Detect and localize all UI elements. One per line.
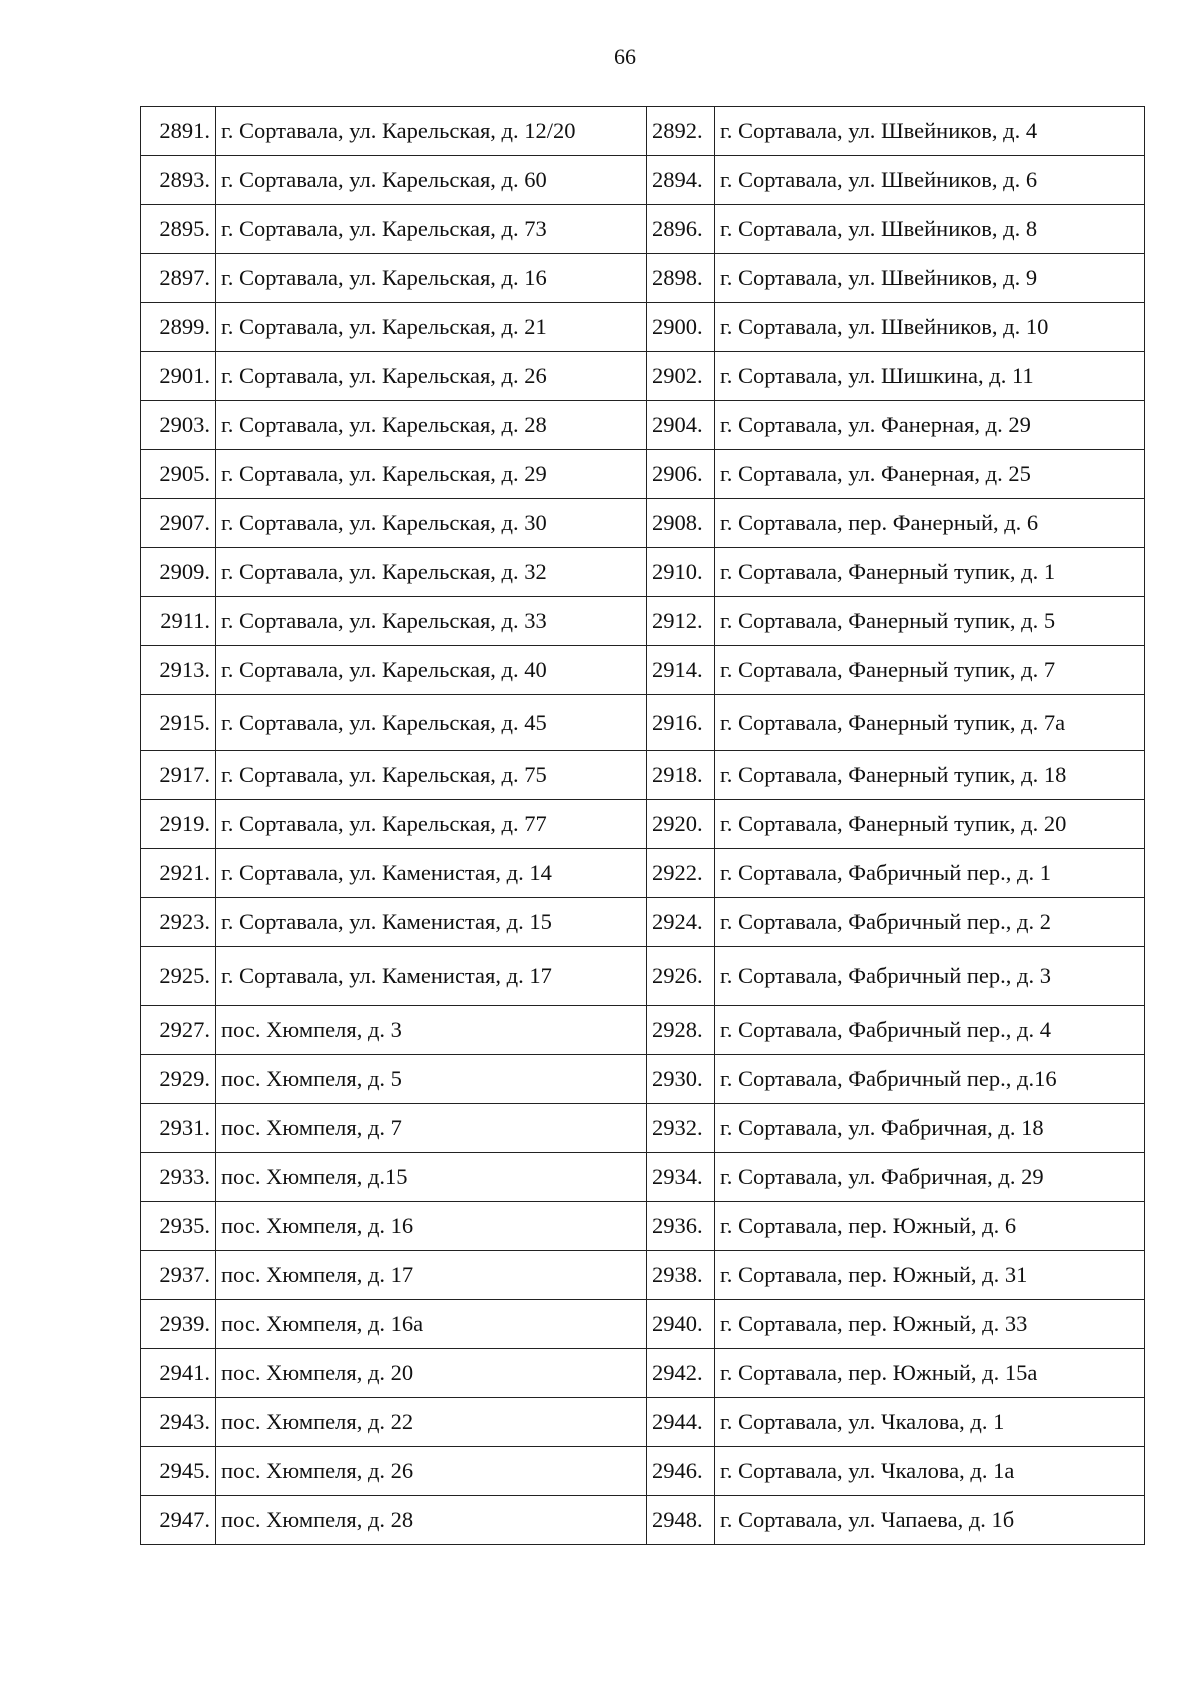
address-cell: пос. Хюмпеля, д. 7 [216, 1104, 647, 1153]
entry-number-cell: 2926. [647, 947, 715, 1006]
entry-number-cell: 2935. [141, 1202, 216, 1251]
address-cell: г. Сортавала, ул. Карельская, д. 45 [216, 695, 647, 751]
address-cell: г. Сортавала, ул. Фабричная, д. 18 [715, 1104, 1145, 1153]
entry-number-cell: 2924. [647, 898, 715, 947]
table-row [141, 303, 1145, 352]
address-cell: г. Сортавала, ул. Фанерная, д. 25 [715, 450, 1145, 499]
address-cell: пос. Хюмпеля, д. 17 [216, 1251, 647, 1300]
entry-number-cell: 2913. [141, 646, 216, 695]
table-row [141, 695, 1145, 751]
entry-number-cell: 2934. [647, 1153, 715, 1202]
address-cell: г. Сортавала, ул. Карельская, д. 16 [216, 254, 647, 303]
table-row [141, 205, 1145, 254]
entry-number-cell: 2928. [647, 1006, 715, 1055]
entry-number-cell: 2906. [647, 450, 715, 499]
table-row [141, 1398, 1145, 1447]
entry-number-cell: 2931. [141, 1104, 216, 1153]
address-cell: г. Сортавала, ул. Чкалова, д. 1а [715, 1447, 1145, 1496]
entry-number-cell: 2899. [141, 303, 216, 352]
table-row [141, 401, 1145, 450]
address-cell: г. Сортавала, Фабричный пер., д. 3 [715, 947, 1145, 1006]
entry-number-cell: 2929. [141, 1055, 216, 1104]
entry-number-cell: 2897. [141, 254, 216, 303]
table-row [141, 548, 1145, 597]
entry-number-cell: 2938. [647, 1251, 715, 1300]
entry-number-cell: 2919. [141, 800, 216, 849]
entry-number-cell: 2895. [141, 205, 216, 254]
address-cell: г. Сортавала, ул. Карельская, д. 30 [216, 499, 647, 548]
table-row [141, 800, 1145, 849]
address-cell: г. Сортавала, пер. Южный, д. 6 [715, 1202, 1145, 1251]
address-cell: г. Сортавала, Фанерный тупик, д. 18 [715, 751, 1145, 800]
entry-number-cell: 2892. [647, 107, 715, 156]
table-row [141, 1496, 1145, 1545]
entry-number-cell: 2942. [647, 1349, 715, 1398]
table-row [141, 751, 1145, 800]
entry-number-cell: 2920. [647, 800, 715, 849]
entry-number-cell: 2904. [647, 401, 715, 450]
address-cell: г. Сортавала, Фанерный тупик, д. 1 [715, 548, 1145, 597]
address-cell: г. Сортавала, ул. Карельская, д. 32 [216, 548, 647, 597]
address-cell: г. Сортавала, ул. Карельская, д. 73 [216, 205, 647, 254]
address-cell: г. Сортавала, пер. Южный, д. 33 [715, 1300, 1145, 1349]
address-cell: г. Сортавала, ул. Каменистая, д. 15 [216, 898, 647, 947]
entry-number-cell: 2925. [141, 947, 216, 1006]
table-row [141, 898, 1145, 947]
address-cell: г. Сортавала, Фабричный пер., д. 2 [715, 898, 1145, 947]
entry-number-cell: 2940. [647, 1300, 715, 1349]
entry-number-cell: 2921. [141, 849, 216, 898]
entry-number-cell: 2893. [141, 156, 216, 205]
table-row [141, 1055, 1145, 1104]
entry-number-cell: 2917. [141, 751, 216, 800]
entry-number-cell: 2948. [647, 1496, 715, 1545]
entry-number-cell: 2901. [141, 352, 216, 401]
address-cell: г. Сортавала, ул. Швейников, д. 6 [715, 156, 1145, 205]
address-cell: пос. Хюмпеля, д. 3 [216, 1006, 647, 1055]
entry-number-cell: 2936. [647, 1202, 715, 1251]
entry-number-cell: 2898. [647, 254, 715, 303]
address-cell: г. Сортавала, ул. Карельская, д. 40 [216, 646, 647, 695]
page-number: 66 [614, 44, 636, 69]
address-cell: г. Сортавала, ул. Чапаева, д. 1б [715, 1496, 1145, 1545]
entry-number-cell: 2911. [141, 597, 216, 646]
table-row [141, 254, 1145, 303]
address-cell: г. Сортавала, ул. Швейников, д. 8 [715, 205, 1145, 254]
table-row [141, 1202, 1145, 1251]
entry-number-cell: 2900. [647, 303, 715, 352]
address-cell: г. Сортавала, ул. Карельская, д. 29 [216, 450, 647, 499]
entry-number-cell: 2918. [647, 751, 715, 800]
table-row [141, 1447, 1145, 1496]
entry-number-cell: 2902. [647, 352, 715, 401]
entry-number-cell: 2941. [141, 1349, 216, 1398]
entry-number-cell: 2946. [647, 1447, 715, 1496]
address-cell: г. Сортавала, ул. Каменистая, д. 14 [216, 849, 647, 898]
address-cell: г. Сортавала, ул. Карельская, д. 12/20 [216, 107, 647, 156]
entry-number-cell: 2944. [647, 1398, 715, 1447]
entry-number-cell: 2933. [141, 1153, 216, 1202]
entry-number-cell: 2905. [141, 450, 216, 499]
entry-number-cell: 2937. [141, 1251, 216, 1300]
table-row [141, 1104, 1145, 1153]
table-row [141, 450, 1145, 499]
address-cell: г. Сортавала, Фанерный тупик, д. 5 [715, 597, 1145, 646]
address-cell: г. Сортавала, ул. Фабричная, д. 29 [715, 1153, 1145, 1202]
address-cell: г. Сортавала, Фанерный тупик, д. 20 [715, 800, 1145, 849]
address-cell: г. Сортавала, ул. Швейников, д. 10 [715, 303, 1145, 352]
entry-number-cell: 2910. [647, 548, 715, 597]
address-cell: пос. Хюмпеля, д. 16а [216, 1300, 647, 1349]
table-row [141, 1153, 1145, 1202]
table-row [141, 1006, 1145, 1055]
table-row [141, 597, 1145, 646]
entry-number-cell: 2912. [647, 597, 715, 646]
table-row [141, 352, 1145, 401]
address-cell: г. Сортавала, ул. Карельская, д. 21 [216, 303, 647, 352]
address-cell: г. Сортавала, ул. Швейников, д. 9 [715, 254, 1145, 303]
entry-number-cell: 2947. [141, 1496, 216, 1545]
table-row [141, 1251, 1145, 1300]
address-cell: г. Сортавала, ул. Чкалова, д. 1 [715, 1398, 1145, 1447]
entry-number-cell: 2915. [141, 695, 216, 751]
entry-number-cell: 2891. [141, 107, 216, 156]
table-row [141, 1300, 1145, 1349]
entry-number-cell: 2903. [141, 401, 216, 450]
address-cell: пос. Хюмпеля, д. 20 [216, 1349, 647, 1398]
address-cell: г. Сортавала, Фабричный пер., д. 1 [715, 849, 1145, 898]
table-row [141, 107, 1145, 156]
entry-number-cell: 2930. [647, 1055, 715, 1104]
entry-number-cell: 2945. [141, 1447, 216, 1496]
address-cell: г. Сортавала, ул. Шишкина, д. 11 [715, 352, 1145, 401]
address-table-body [141, 107, 1145, 1545]
address-cell: пос. Хюмпеля, д.15 [216, 1153, 647, 1202]
address-cell: г. Сортавала, Фабричный пер., д. 4 [715, 1006, 1145, 1055]
table-row [141, 646, 1145, 695]
entry-number-cell: 2896. [647, 205, 715, 254]
address-cell: г. Сортавала, Фанерный тупик, д. 7 [715, 646, 1145, 695]
address-cell: пос. Хюмпеля, д. 26 [216, 1447, 647, 1496]
entry-number-cell: 2927. [141, 1006, 216, 1055]
table-row [141, 849, 1145, 898]
entry-number-cell: 2914. [647, 646, 715, 695]
entry-number-cell: 2907. [141, 499, 216, 548]
entry-number-cell: 2908. [647, 499, 715, 548]
address-cell: г. Сортавала, Фанерный тупик, д. 7а [715, 695, 1145, 751]
address-cell: г. Сортавала, ул. Карельская, д. 33 [216, 597, 647, 646]
entry-number-cell: 2922. [647, 849, 715, 898]
entry-number-cell: 2932. [647, 1104, 715, 1153]
address-cell: г. Сортавала, ул. Швейников, д. 4 [715, 107, 1145, 156]
entry-number-cell: 2943. [141, 1398, 216, 1447]
address-cell: пос. Хюмпеля, д. 16 [216, 1202, 647, 1251]
table-row [141, 947, 1145, 1006]
address-cell: пос. Хюмпеля, д. 28 [216, 1496, 647, 1545]
entry-number-cell: 2909. [141, 548, 216, 597]
address-cell: г. Сортавала, ул. Каменистая, д. 17 [216, 947, 647, 1006]
address-cell: г. Сортавала, ул. Карельская, д. 28 [216, 401, 647, 450]
table-row [141, 1349, 1145, 1398]
address-cell: г. Сортавала, ул. Карельская, д. 75 [216, 751, 647, 800]
entry-number-cell: 2939. [141, 1300, 216, 1349]
address-cell: пос. Хюмпеля, д. 22 [216, 1398, 647, 1447]
table-row [141, 156, 1145, 205]
address-cell: г. Сортавала, ул. Карельская, д. 26 [216, 352, 647, 401]
entry-number-cell: 2894. [647, 156, 715, 205]
address-cell: г. Сортавала, Фабричный пер., д.16 [715, 1055, 1145, 1104]
entry-number-cell: 2923. [141, 898, 216, 947]
entry-number-cell: 2916. [647, 695, 715, 751]
table-row [141, 499, 1145, 548]
address-cell: г. Сортавала, пер. Фанерный, д. 6 [715, 499, 1145, 548]
address-cell: г. Сортавала, пер. Южный, д. 31 [715, 1251, 1145, 1300]
address-table [140, 106, 1145, 1545]
address-cell: г. Сортавала, пер. Южный, д. 15а [715, 1349, 1145, 1398]
address-cell: г. Сортавала, ул. Карельская, д. 60 [216, 156, 647, 205]
address-cell: г. Сортавала, ул. Фанерная, д. 29 [715, 401, 1145, 450]
address-cell: г. Сортавала, ул. Карельская, д. 77 [216, 800, 647, 849]
address-cell: пос. Хюмпеля, д. 5 [216, 1055, 647, 1104]
